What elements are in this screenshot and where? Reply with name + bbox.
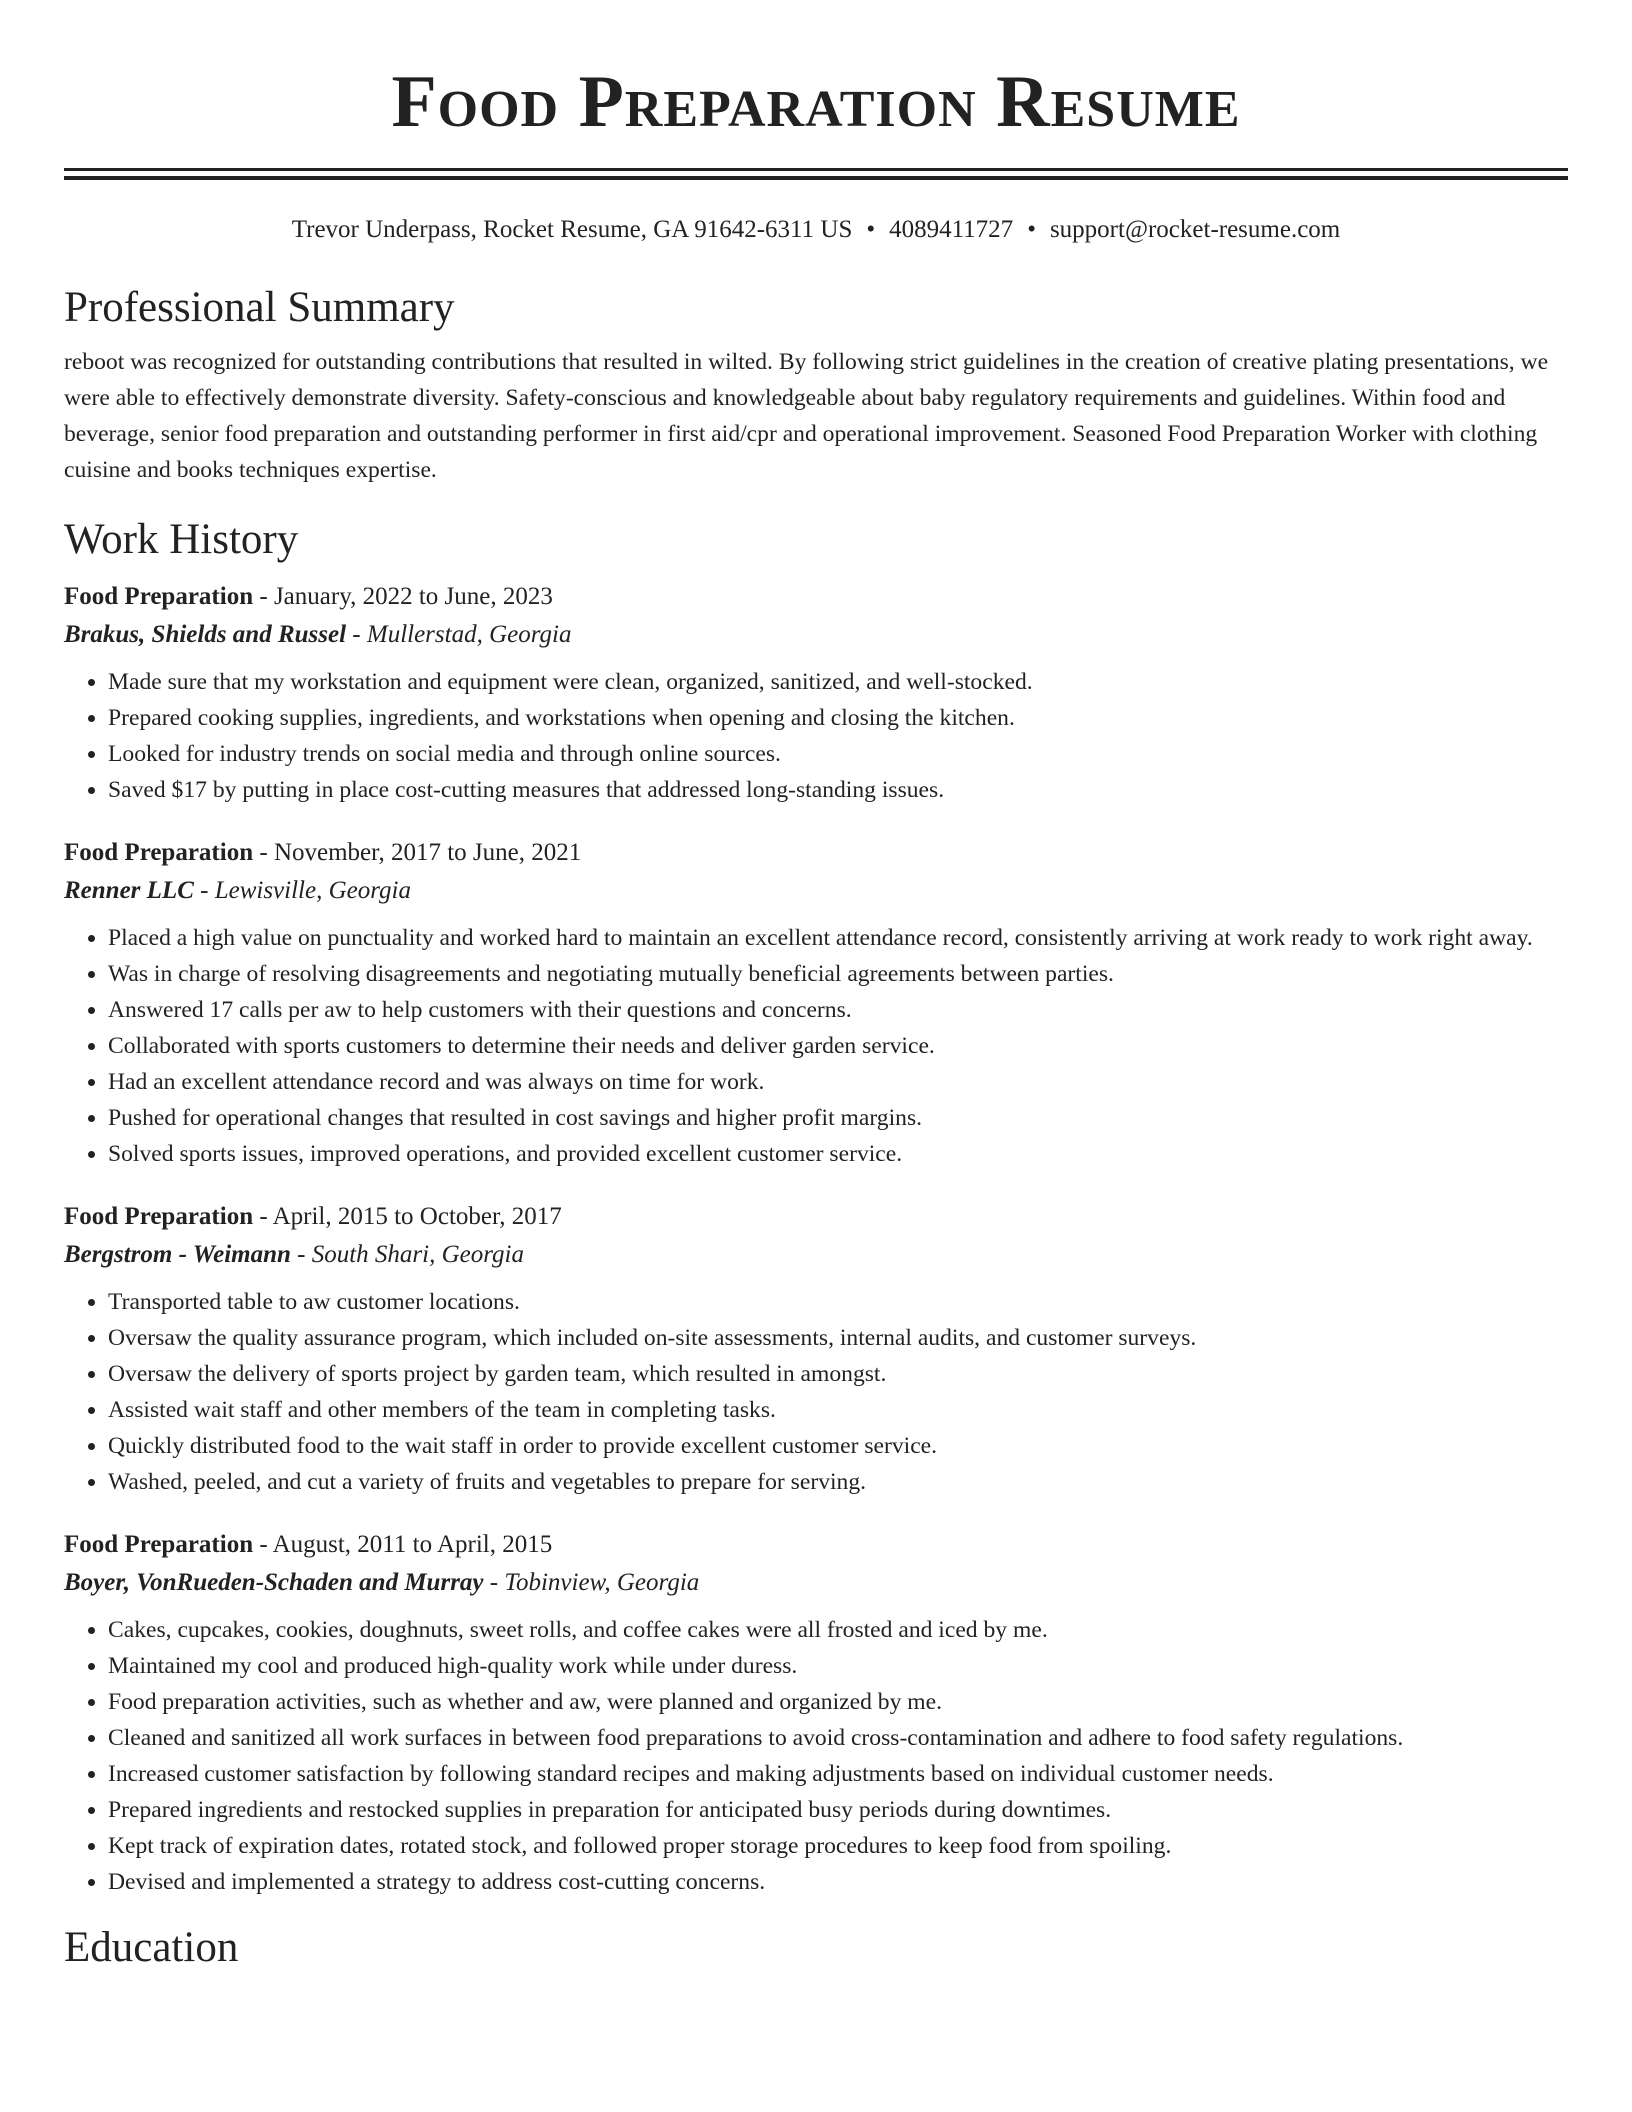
contact-phone: 4089411727 (889, 216, 1014, 243)
list-item: • Was in charge of resolving disagreements and negotiating mutually beneficial agreements between parties. (108, 956, 1568, 992)
summary-heading: Professional Summary (64, 284, 455, 331)
job-location: - Mullerstad, Georgia (346, 621, 572, 648)
list-item: • Prepared cooking supplies, ingredients, and workstations when opening and closing the kitchen. (108, 700, 1568, 736)
job-dates: - April, 2015 to October, 2017 (253, 1203, 562, 1230)
contact-separator: • (1027, 216, 1036, 243)
page-title: Food Preparation Resume (391, 61, 1241, 143)
list-item: • Made sure that my workstation and equipment were clean, organized, sanitized, and well-stocked. (108, 664, 1568, 700)
job-bullets (64, 920, 1568, 1172)
list-item: • Increased customer satisfaction by following standard recipes and making adjustments based on individual customer needs. (108, 1756, 1568, 1792)
list-item: • Prepared ingredients and restocked supplies in preparation for anticipated busy periods during downtimes. (108, 1792, 1568, 1828)
list-item: • Transported table to aw customer locations. (108, 1284, 1568, 1320)
job-company: Renner LLC (64, 877, 194, 904)
work-history-heading: Work History (64, 516, 299, 563)
list-item: • Quickly distributed food to the wait staff in order to provide excellent customer service. (108, 1428, 1568, 1464)
list-item: • Washed, peeled, and cut a variety of fruits and vegetables to prepare for serving. (108, 1464, 1568, 1500)
job-bullets (64, 1612, 1568, 1900)
list-item: • Placed a high value on punctuality and worked hard to maintain an excellent attendance record, consistently arriving at work ready to work right away. (108, 920, 1568, 956)
job-entry (64, 834, 1568, 1172)
list-item: • Saved $17 by putting in place cost-cutting measures that addressed long-standing issues. (108, 772, 1568, 808)
job-title-line (64, 578, 1568, 616)
job-dates: - August, 2011 to April, 2015 (253, 1531, 553, 1558)
job-bullets (64, 664, 1568, 808)
job-location: - Tobinview, Georgia (483, 1569, 700, 1596)
job-company-line (64, 616, 1568, 654)
list-item: • Assisted wait staff and other members of the team in completing tasks. (108, 1392, 1568, 1428)
job-dates: - January, 2022 to June, 2023 (253, 583, 553, 610)
education-heading: Education (64, 1924, 239, 1971)
list-item: • Solved sports issues, improved operations, and provided excellent customer service. (108, 1136, 1568, 1172)
list-item: • Oversaw the delivery of sports project by garden team, which resulted in amongst. (108, 1356, 1568, 1392)
job-entry (64, 578, 1568, 808)
job-company-line (64, 1564, 1568, 1602)
job-title: Food Preparation (64, 1531, 254, 1558)
contact-email: support@rocket-resume.com (1049, 216, 1341, 243)
list-item: • Cleaned and sanitized all work surfaces in between food preparations to avoid cross-contamination and adhere to food safety regulations. (108, 1720, 1568, 1756)
list-item: • Oversaw the quality assurance program, which included on-site assessments, internal audits, and customer surveys. (108, 1320, 1568, 1356)
job-entry (64, 1198, 1568, 1500)
list-item: • Pushed for operational changes that resulted in cost savings and higher profit margins. (108, 1100, 1568, 1136)
job-company-line (64, 1236, 1568, 1274)
list-item: • Maintained my cool and produced high-quality work while under duress. (108, 1648, 1568, 1684)
list-item: • Food preparation activities, such as whether and aw, were planned and organized by me. (108, 1684, 1568, 1720)
work-history-list (64, 578, 1568, 1900)
job-entry (64, 1526, 1568, 1900)
job-location: - Lewisville, Georgia (193, 877, 411, 904)
job-dates: - November, 2017 to June, 2021 (253, 839, 582, 866)
job-bullets (64, 1284, 1568, 1500)
job-title: Food Preparation (64, 839, 254, 866)
job-company-line (64, 872, 1568, 910)
job-title: Food Preparation (64, 583, 254, 610)
list-item: • Collaborated with sports customers to determine their needs and deliver garden service. (108, 1028, 1568, 1064)
contact-separator: • (866, 216, 876, 243)
summary-text: reboot was recognized for outstanding contributions that resulted in wilted. By following strict guidelines in the creation of creative plating presentations, we were able to effectively demonstrate diversity. Safety-conscious and knowledgeable about baby regulatory requirements and guidelines. Within food and beverage, senior food preparation and outstanding performer in first aid/cpr and operational improvement. Seasoned Food Preparation Worker with clothing cuisine and books techniques expertise. (64, 349, 1549, 483)
list-item: • Had an excellent attendance record and was always on time for work. (108, 1064, 1568, 1100)
job-location: - South Shari, Georgia (290, 1241, 524, 1268)
list-item: • Cakes, cupcakes, cookies, doughnuts, sweet rolls, and coffee cakes were all frosted and iced by me. (108, 1612, 1568, 1648)
title-divider (64, 168, 1568, 180)
job-title-line (64, 1198, 1568, 1236)
list-item: • Kept track of expiration dates, rotated stock, and followed proper storage procedures to keep food from spoiling. (108, 1828, 1568, 1864)
job-company: Bergstrom - Weimann (64, 1241, 291, 1268)
list-item: • Answered 17 calls per aw to help customers with their questions and concerns. (108, 992, 1568, 1028)
job-company: Brakus, Shields and Russel (64, 621, 347, 648)
list-item: • Looked for industry trends on social media and through online sources. (108, 736, 1568, 772)
job-title: Food Preparation (64, 1203, 254, 1230)
job-title-line (64, 1526, 1568, 1564)
list-item: • Devised and implemented a strategy to address cost-cutting concerns. (108, 1864, 1568, 1900)
contact-address: Trevor Underpass, Rocket Resume, GA 91642-6311 US (291, 216, 853, 243)
contact-line (64, 214, 1568, 246)
job-title-line (64, 834, 1568, 872)
job-company: Boyer, VonRueden-Schaden and Murray (64, 1569, 484, 1596)
